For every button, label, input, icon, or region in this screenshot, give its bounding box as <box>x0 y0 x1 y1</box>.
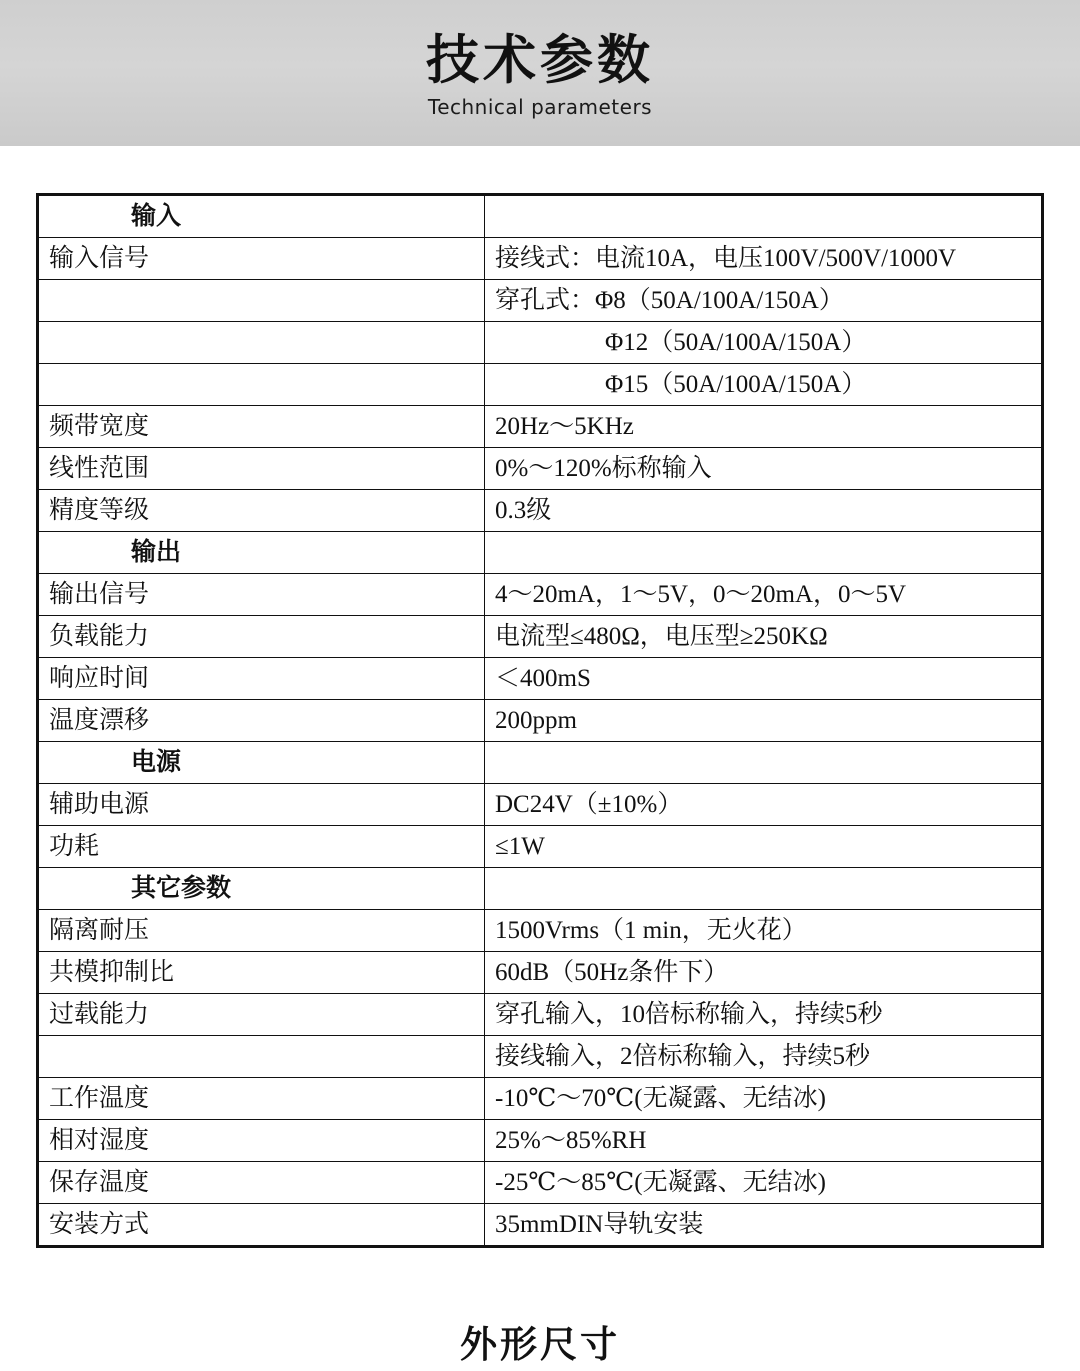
table-row <box>38 574 1043 616</box>
spec-value <box>485 195 1043 238</box>
table-row <box>38 784 1043 826</box>
table-row <box>38 448 1043 490</box>
spec-value: 25%～85%RH <box>485 1120 1043 1162</box>
spec-table-wrapper <box>36 193 1044 1248</box>
spec-label: 频带宽度 <box>38 406 485 448</box>
spec-value: 35mmDIN导轨安装 <box>485 1204 1043 1247</box>
spec-value: 20Hz～5KHz <box>485 406 1043 448</box>
spec-label <box>38 322 485 364</box>
spec-value: 200ppm <box>485 700 1043 742</box>
spec-value: ≤1W <box>485 826 1043 868</box>
spec-table-body <box>38 195 1043 1247</box>
spec-value: 接线输入，2倍标称输入，持续5秒 <box>485 1036 1043 1078</box>
table-row <box>38 952 1043 994</box>
table-row <box>38 1036 1043 1078</box>
table-row <box>38 700 1043 742</box>
spec-label: 过载能力 <box>38 994 485 1036</box>
page-title-cn: 技术参数 <box>426 30 654 92</box>
spec-label: 响应时间 <box>38 658 485 700</box>
table-row <box>38 742 1043 784</box>
table-row <box>38 658 1043 700</box>
page-header-band <box>0 0 1080 146</box>
spec-value: Φ12（50A/100A/150A） <box>485 322 1043 364</box>
table-row <box>38 994 1043 1036</box>
spec-section-label: 电源 <box>38 742 485 784</box>
spec-label <box>38 364 485 406</box>
table-row <box>38 1162 1043 1204</box>
spec-label <box>38 280 485 322</box>
table-row <box>38 280 1043 322</box>
spec-value: 0.3级 <box>485 490 1043 532</box>
table-row <box>38 910 1043 952</box>
table-row <box>38 868 1043 910</box>
table-row <box>38 364 1043 406</box>
spec-label: 隔离耐压 <box>38 910 485 952</box>
page-title-en: Technical parameters <box>427 94 653 119</box>
spec-value: 穿孔式：Φ8（50A/100A/150A） <box>485 280 1043 322</box>
table-row <box>38 826 1043 868</box>
spec-section-label: 输出 <box>38 532 485 574</box>
spec-label: 精度等级 <box>38 490 485 532</box>
spec-label: 安装方式 <box>38 1204 485 1247</box>
table-row <box>38 238 1043 280</box>
spec-value: Φ15（50A/100A/150A） <box>485 364 1043 406</box>
spec-label: 线性范围 <box>38 448 485 490</box>
spec-value: 1500Vrms（1 min，无火花） <box>485 910 1043 952</box>
spec-label: 辅助电源 <box>38 784 485 826</box>
dimensions-section-title: 外形尺寸 <box>460 1323 620 1366</box>
table-row <box>38 490 1043 532</box>
spec-value: DC24V（±10%） <box>485 784 1043 826</box>
spec-value: ＜400mS <box>485 658 1043 700</box>
spec-label: 保存温度 <box>38 1162 485 1204</box>
table-row <box>38 1204 1043 1247</box>
spec-label: 相对湿度 <box>38 1120 485 1162</box>
spec-label: 输入信号 <box>38 238 485 280</box>
technical-parameters-table <box>36 193 1044 1248</box>
spec-label: 负载能力 <box>38 616 485 658</box>
spec-value: 接线式：电流10A，电压100V/500V/1000V <box>485 238 1043 280</box>
spec-value <box>485 742 1043 784</box>
spec-section-label: 其它参数 <box>38 868 485 910</box>
table-row <box>38 532 1043 574</box>
table-row <box>38 616 1043 658</box>
spec-value: 电流型≤480Ω，电压型≥250KΩ <box>485 616 1043 658</box>
spec-label <box>38 1036 485 1078</box>
spec-label: 输出信号 <box>38 574 485 616</box>
spec-label: 工作温度 <box>38 1078 485 1120</box>
spec-section-label: 输入 <box>38 195 485 238</box>
spec-label: 功耗 <box>38 826 485 868</box>
spec-value: 60dB（50Hz条件下） <box>485 952 1043 994</box>
spec-label: 共模抑制比 <box>38 952 485 994</box>
spec-value: -10℃～70℃(无凝露、无结冰) <box>485 1078 1043 1120</box>
spec-label: 温度漂移 <box>38 700 485 742</box>
spec-value <box>485 532 1043 574</box>
spec-value: 穿孔输入，10倍标称输入，持续5秒 <box>485 994 1043 1036</box>
table-row <box>38 406 1043 448</box>
spec-value: 4～20mA，1～5V，0～20mA，0～5V <box>485 574 1043 616</box>
table-row <box>38 1120 1043 1162</box>
table-row <box>38 1078 1043 1120</box>
spec-value <box>485 868 1043 910</box>
table-row <box>38 195 1043 238</box>
spec-value: -25℃～85℃(无凝露、无结冰) <box>485 1162 1043 1204</box>
spec-value: 0%～120%标称输入 <box>485 448 1043 490</box>
table-row <box>38 322 1043 364</box>
